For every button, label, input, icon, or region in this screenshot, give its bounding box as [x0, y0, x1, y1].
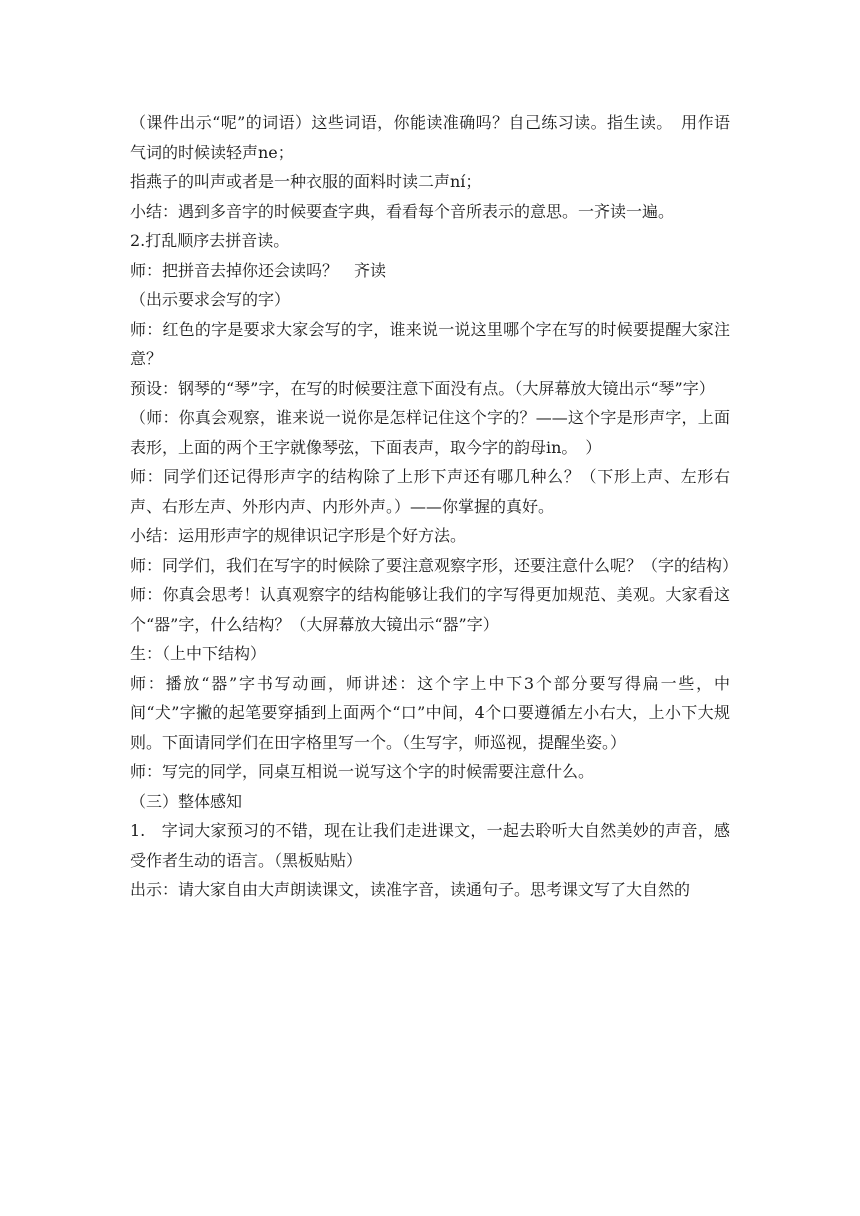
paragraph: 师：把拼音去掉你还会读吗？ 齐读: [130, 260, 387, 280]
paragraph: 师：红色的字是要求大家会写的字，谁来说一说这里哪个字在写的时候要提醒大家注意？: [130, 319, 730, 368]
paragraph: 小结：运用形声字的规律识记字形是个好方法。: [130, 526, 467, 545]
paragraph: 师：播放“器”字书写动画，师讲述：这个字上中下3个部分要写得扁一些，中间“犬”字撇的起笔要穿插到上面两个“口”中间，4个口要遵循左小右大，上小下大规则。下面请同学们在田字格里写一个。（生写字，师巡视，提醒坐姿。）: [130, 673, 730, 752]
paragraph: 预设：钢琴的“琴”字，在写的时候要注意下面没有点。（大屏幕放大镜出示“琴”字）: [130, 378, 715, 398]
paragraph: （出示要求会写的字）: [130, 290, 291, 309]
document-body: [130, 108, 739, 905]
paragraph: 小结：遇到多音字的时候要查字典，看看每个音所表示的意思。一齐读一遍。: [130, 201, 675, 221]
paragraph: 师：同学们还记得形声字的结构除了上形下声还有哪几种么？（下形上声、左形右声、右形左声、外形内声、内形外声。）——你掌握的真好。: [130, 467, 730, 516]
paragraph: 指燕子的叫声或者是一种衣服的面料时读二声ní；: [130, 172, 482, 191]
paragraph: 出示：请大家自由大声朗读课文，读准字音，读通句子。思考课文写了大自然的: [130, 880, 691, 899]
paragraph: 1. 字词大家预习的不错，现在让我们走进课文，一起去聆听大自然美妙的声音，感受作者生动的语言。（黑板贴贴）: [130, 821, 730, 870]
paragraph: 生：（上中下结构）: [130, 644, 267, 663]
paragraph: 师：同学们，我们在写字的时候除了要注意观察字形，还要注意什么呢？（字的结构）: [130, 555, 739, 575]
paragraph: 师：你真会思考！认真观察字的结构能够让我们的字写得更加规范、美观。大家看这个“器”字，什么结构？（大屏幕放大镜出示“器”字）: [130, 585, 730, 634]
paragraph: （课件出示“呢”的词语）这些词语，你能读准确吗？自己练习读。指生读。 用作语气词的时候读轻声ne；: [130, 113, 730, 162]
paragraph: 2.打乱顺序去拼音读。: [130, 231, 290, 250]
section-heading: （三）整体感知: [130, 791, 243, 811]
paragraph: 师：写完的同学，同桌互相说一说写这个字的时候需要注意什么。: [130, 762, 595, 781]
paragraph: （师：你真会观察，谁来说一说你是怎样记住这个字的？——这个字是形声字，上面表形，上面的两个王字就像琴弦，下面表声，取今字的韵母in。 ）: [130, 408, 730, 457]
